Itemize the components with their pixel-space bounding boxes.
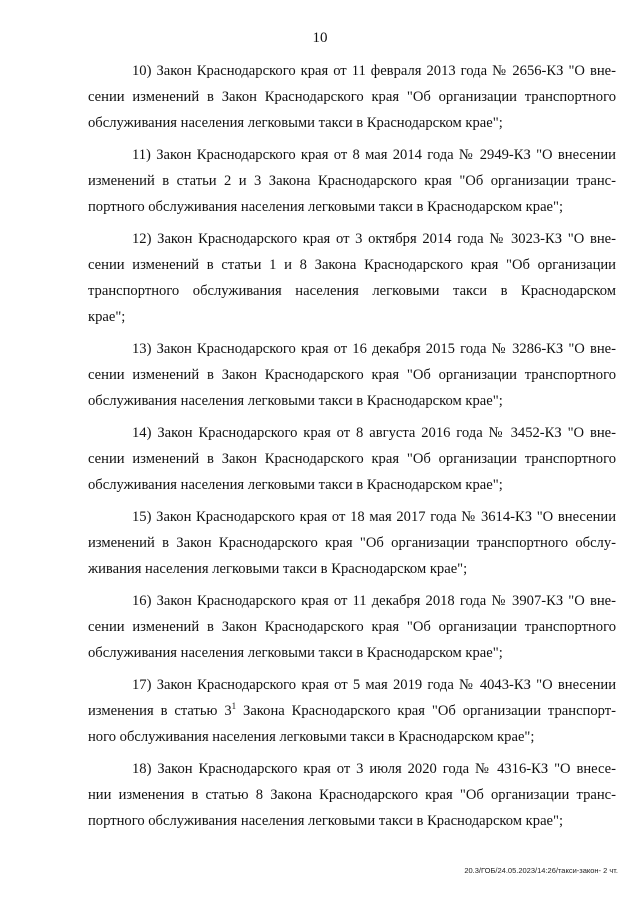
item-line: обслуживания населения легковыми такси в Краснодарском крае"; xyxy=(88,645,503,661)
item-line: портного обслуживания населения легковыми такси в Краснодарском крае"; xyxy=(88,813,564,829)
item-line: 14) Закон Краснодарского края от 8 августа 2016 года № 3452-КЗ "О вне- xyxy=(132,425,616,441)
item-line-part: изменения в статью 3 xyxy=(88,703,232,719)
item-line: 17) Закон Краснодарского края от 5 мая 2019 года № 4043-КЗ "О внесении xyxy=(132,677,616,693)
item-line: 18) Закон Краснодарского края от 3 июля 2020 года № 4316-КЗ "О внесе- xyxy=(132,761,616,777)
item-line: 16) Закон Краснодарского края от 11 декабря 2018 года № 3907-КЗ "О вне- xyxy=(132,593,616,609)
item-line: сении изменений в Закон Краснодарского края "Об организации транспортного xyxy=(88,367,616,383)
item-line: сении изменений в Закон Краснодарского края "Об организации транспортного xyxy=(88,451,616,467)
item-line: ного обслуживания населения легковыми такси в Краснодарском крае"; xyxy=(88,729,535,745)
item-line: 15) Закон Краснодарского края от 18 мая 2017 года № 3614-КЗ "О внесении xyxy=(132,509,616,525)
item-line: портного обслуживания населения легковыми такси в Краснодарском крае"; xyxy=(88,199,564,215)
item-line: обслуживания населения легковыми такси в Краснодарском крае"; xyxy=(88,115,503,131)
item-line: 13) Закон Краснодарского края от 16 декабря 2015 года № 3286-КЗ "О вне- xyxy=(132,341,616,357)
list-item xyxy=(88,420,616,498)
list-item xyxy=(88,756,616,834)
item-line: 12) Закон Краснодарского края от 3 октября 2014 года № 3023-КЗ "О вне- xyxy=(132,231,616,247)
superscript: 1 xyxy=(231,701,237,711)
item-line: нии изменения в статью 8 Закона Краснодарского края "Об организации транс- xyxy=(88,787,616,803)
list-item xyxy=(88,504,616,582)
item-line: сении изменений в Закон Краснодарского края "Об организации транспортного xyxy=(88,619,616,635)
item-line: сении изменений в Закон Краснодарского края "Об организации транспортного xyxy=(88,89,616,105)
item-line: живания населения легковыми такси в Краснодарском крае"; xyxy=(88,561,468,577)
law-list xyxy=(88,58,616,840)
item-line xyxy=(88,698,616,724)
list-item xyxy=(88,672,616,750)
list-item xyxy=(88,336,616,414)
list-item xyxy=(88,588,616,666)
list-item xyxy=(88,226,616,330)
item-line: транспортного обслуживания населения легковыми такси в Краснодарском xyxy=(88,283,616,299)
item-line: крае"; xyxy=(88,309,126,325)
item-line: изменений в статьи 2 и 3 Закона Краснодарского края "Об организации транс- xyxy=(88,173,616,189)
item-line: 10) Закон Краснодарского края от 11 февраля 2013 года № 2656-КЗ "О вне- xyxy=(132,63,616,79)
item-line: обслуживания населения легковыми такси в Краснодарском крае"; xyxy=(88,477,503,493)
list-item xyxy=(88,142,616,220)
page-number: 10 xyxy=(312,30,328,46)
list-item xyxy=(88,58,616,136)
footer-code: 20.3/ГОБ/24.05.2023/14:26/такси-закон- 2 чт. xyxy=(464,866,618,875)
item-line: сении изменений в статьи 1 и 8 Закона Краснодарского края "Об организации xyxy=(88,257,616,273)
item-line: обслуживания населения легковыми такси в Краснодарском крае"; xyxy=(88,393,503,409)
item-line: изменений в Закон Краснодарского края "Об организации транспортного обслу- xyxy=(88,535,616,551)
item-line-part: Закона Краснодарского края "Об организации транспорт- xyxy=(236,703,616,719)
item-line: 11) Закон Краснодарского края от 8 мая 2014 года № 2949-КЗ "О внесении xyxy=(132,147,616,163)
